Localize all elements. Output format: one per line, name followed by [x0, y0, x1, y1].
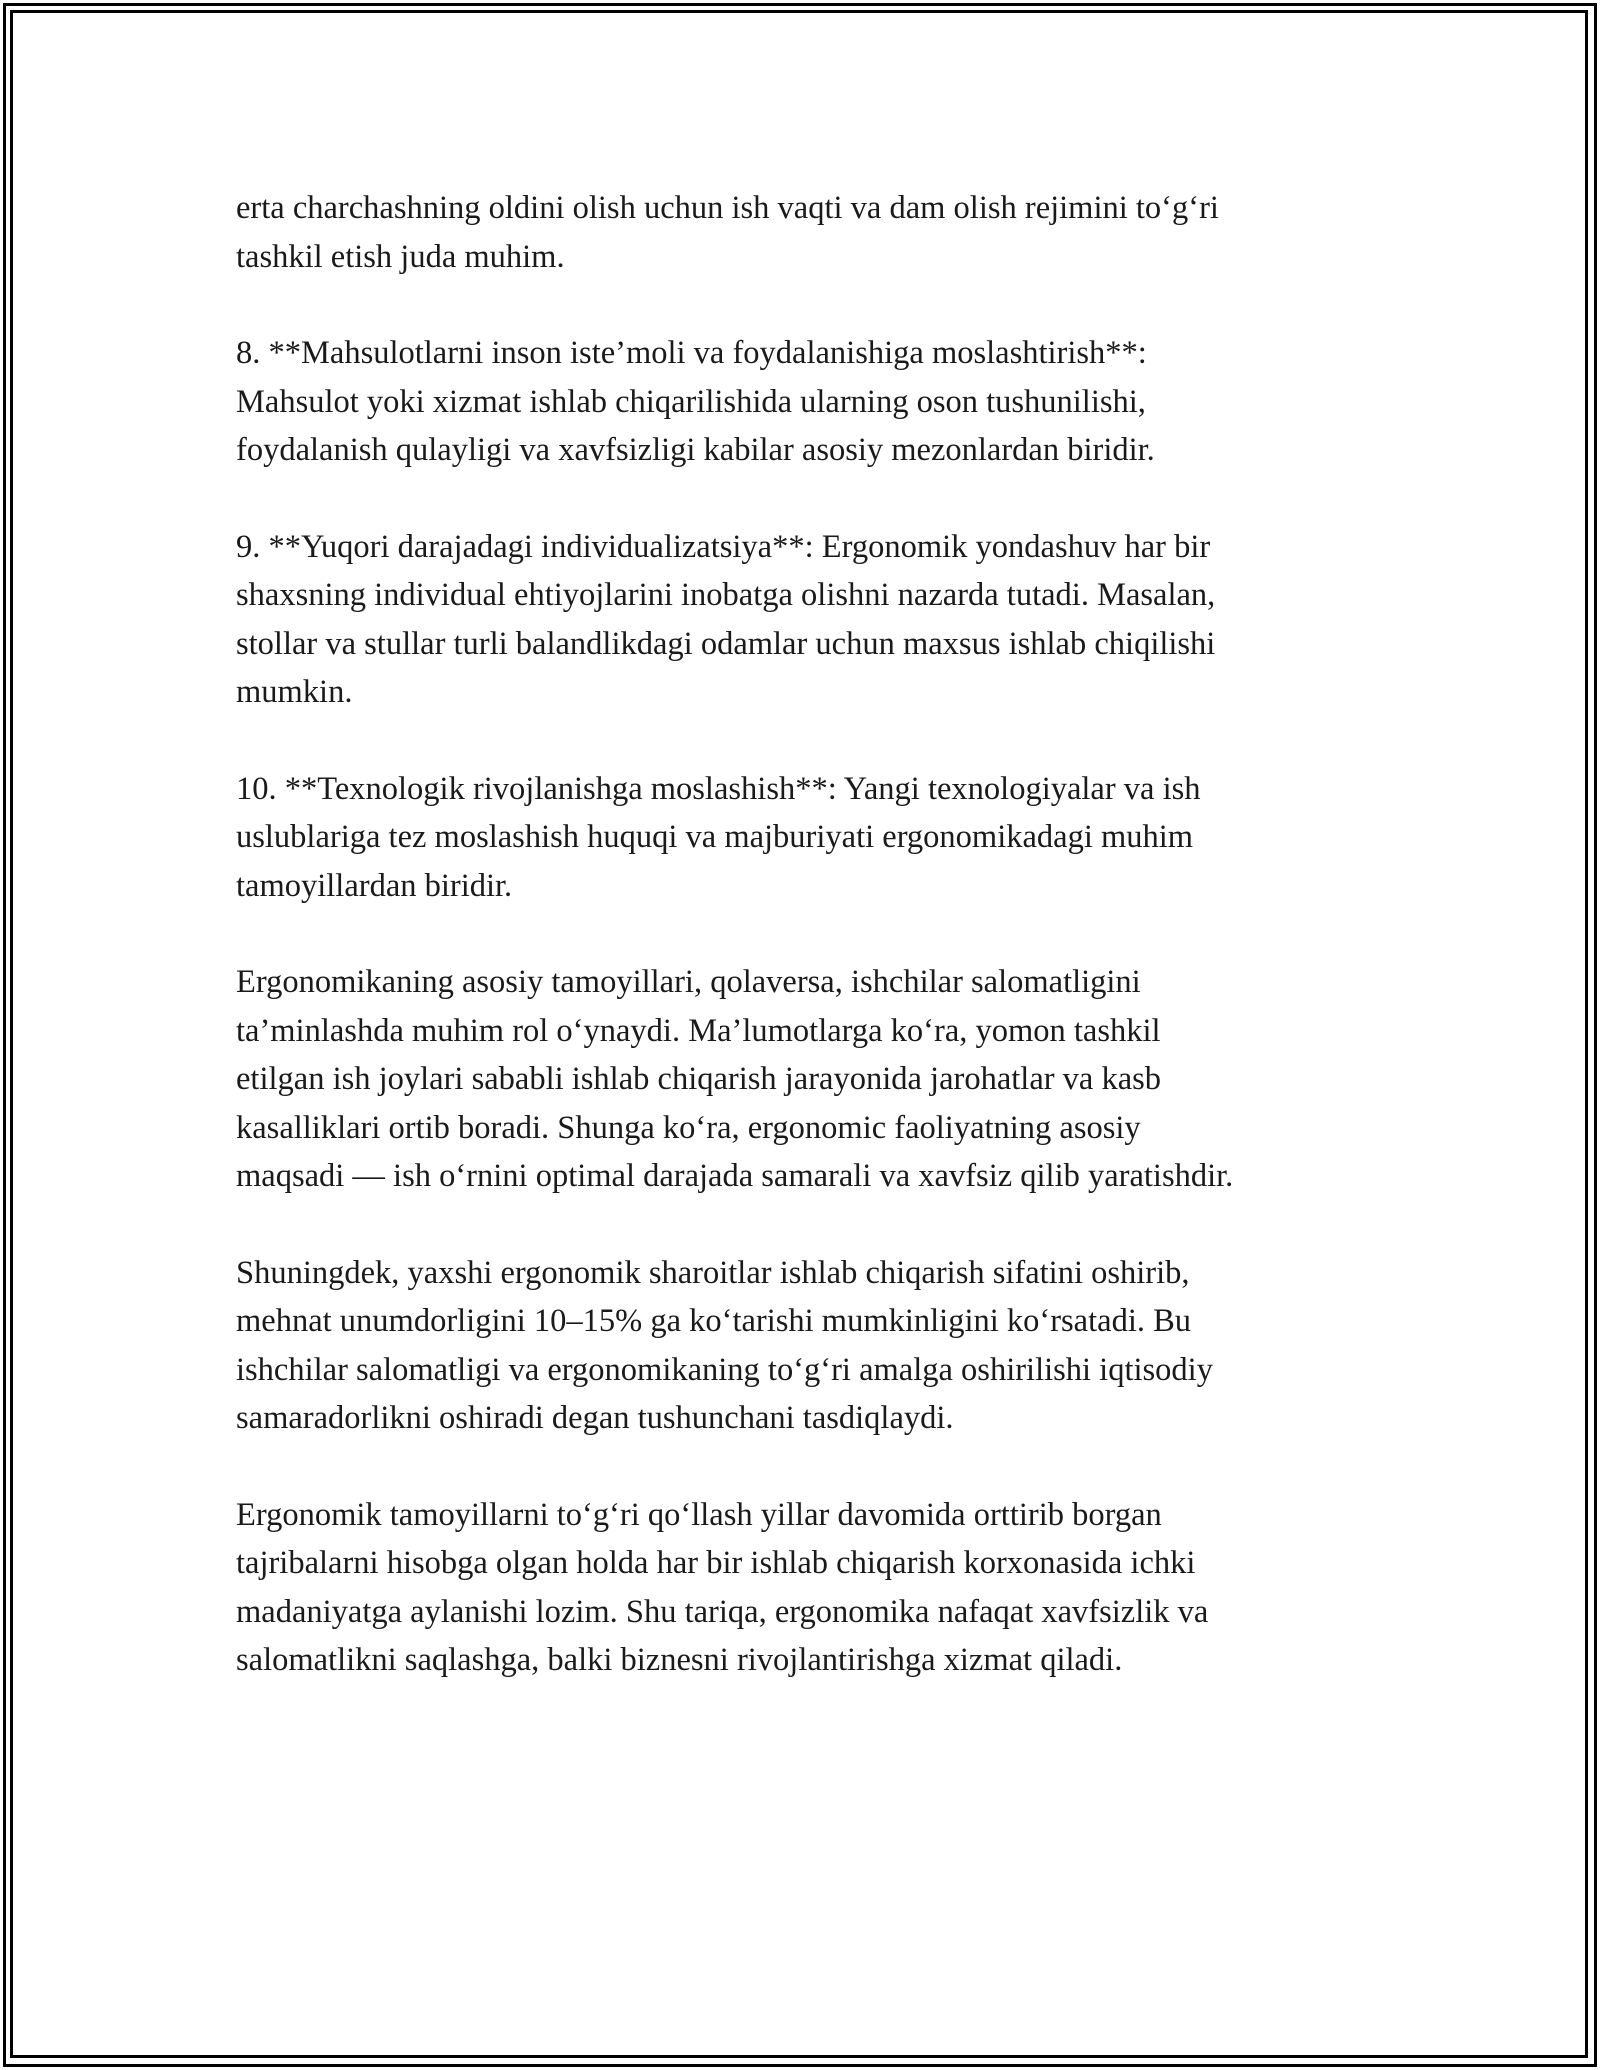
paragraph-conclusion: [236, 1491, 1366, 1685]
text-line: 10. **Texnologik rivojlanishga moslashish**: Yangi texnologiyalar va ish: [236, 770, 1201, 807]
paragraph-worker-health: [236, 958, 1366, 1201]
text-line: Ergonomik tamoyillarni to‘g‘ri qo‘llash yillar davomida orttirib borgan: [236, 1496, 1162, 1533]
text-line: etilgan ish joylari sababli ishlab chiqarish jarayonida jarohatlar va kasb: [236, 1061, 1162, 1097]
text-line: salomatlikni saqlashga, balki biznesni rivojlantirishga xizmat qiladi.: [236, 1642, 1123, 1678]
text-line: shaxsning individual ehtiyojlarini inobatga olishni nazarda tutadi. Masalan,: [236, 577, 1216, 613]
text-line: maqsadi — ish o‘rnini optimal darajada samarali va xavfsiz qilib yaratishdir.: [236, 1158, 1234, 1194]
text-line: uslublariga tez moslashish huquqi va majburiyati ergonomikadagi muhim: [236, 819, 1194, 855]
paragraph-rest-regime: [236, 184, 1366, 281]
text-line: 8. **Mahsulotlarni inson iste’moli va foydalanishiga moslashtirish**:: [236, 335, 1147, 371]
list-item-8: [236, 329, 1366, 475]
document-body: [236, 184, 1366, 1733]
text-line: 9. **Yuqori darajadagi individualizatsiya**: Ergonomik yondashuv har bir: [236, 528, 1211, 565]
text-line: tashkil etish juda muhim.: [236, 238, 565, 275]
text-line: Mahsulot yoki xizmat ishlab chiqarilishida ularning oson tushunilishi,: [236, 383, 1146, 420]
text-line: Ergonomikaning asosiy tamoyillari, qolaversa, ishchilar salomatligini: [236, 964, 1141, 1000]
text-line: kasalliklari ortib boradi. Shunga ko‘ra, ergonomic faoliyatning asosiy: [236, 1109, 1141, 1146]
text-line: mehnat unumdorligini 10–15% ga ko‘tarishi mumkinligini ko‘rsatadi. Bu: [236, 1303, 1192, 1339]
list-item-10: [236, 765, 1366, 911]
text-line: erta charchashning oldini olish uchun ish vaqti va dam olish rejimini to‘g‘ri: [236, 190, 1219, 226]
text-line: madaniyatga aylanishi lozim. Shu tariqa, ergonomika nafaqat xavfsizlik va: [236, 1593, 1209, 1630]
list-item-9: [236, 523, 1366, 717]
text-line: ishchilar salomatligi va ergonomikaning to‘g‘ri amalga oshirilishi iqtisodiy: [236, 1351, 1213, 1388]
text-line: mumkin.: [236, 674, 353, 710]
text-line: tamoyillardan biridir.: [236, 867, 513, 904]
text-line: foydalanish qulayligi va xavfsizligi kabilar asosiy mezonlardan biridir.: [236, 432, 1155, 468]
text-line: Shuningdek, yaxshi ergonomik sharoitlar ishlab chiqarish sifatini oshirib,: [236, 1254, 1190, 1291]
text-line: stollar va stullar turli balandlikdagi odamlar uchun maxsus ishlab chiqilishi: [236, 625, 1216, 662]
text-line: samaradorlikni oshiradi degan tushunchani tasdiqlaydi.: [236, 1400, 954, 1436]
text-line: ta’minlashda muhim rol o‘ynaydi. Ma’lumotlarga ko‘ra, yomon tashkil: [236, 1012, 1161, 1049]
paragraph-productivity: [236, 1249, 1366, 1443]
text-line: tajribalarni hisobga olgan holda har bir ishlab chiqarish korxonasida ichki: [236, 1545, 1196, 1581]
